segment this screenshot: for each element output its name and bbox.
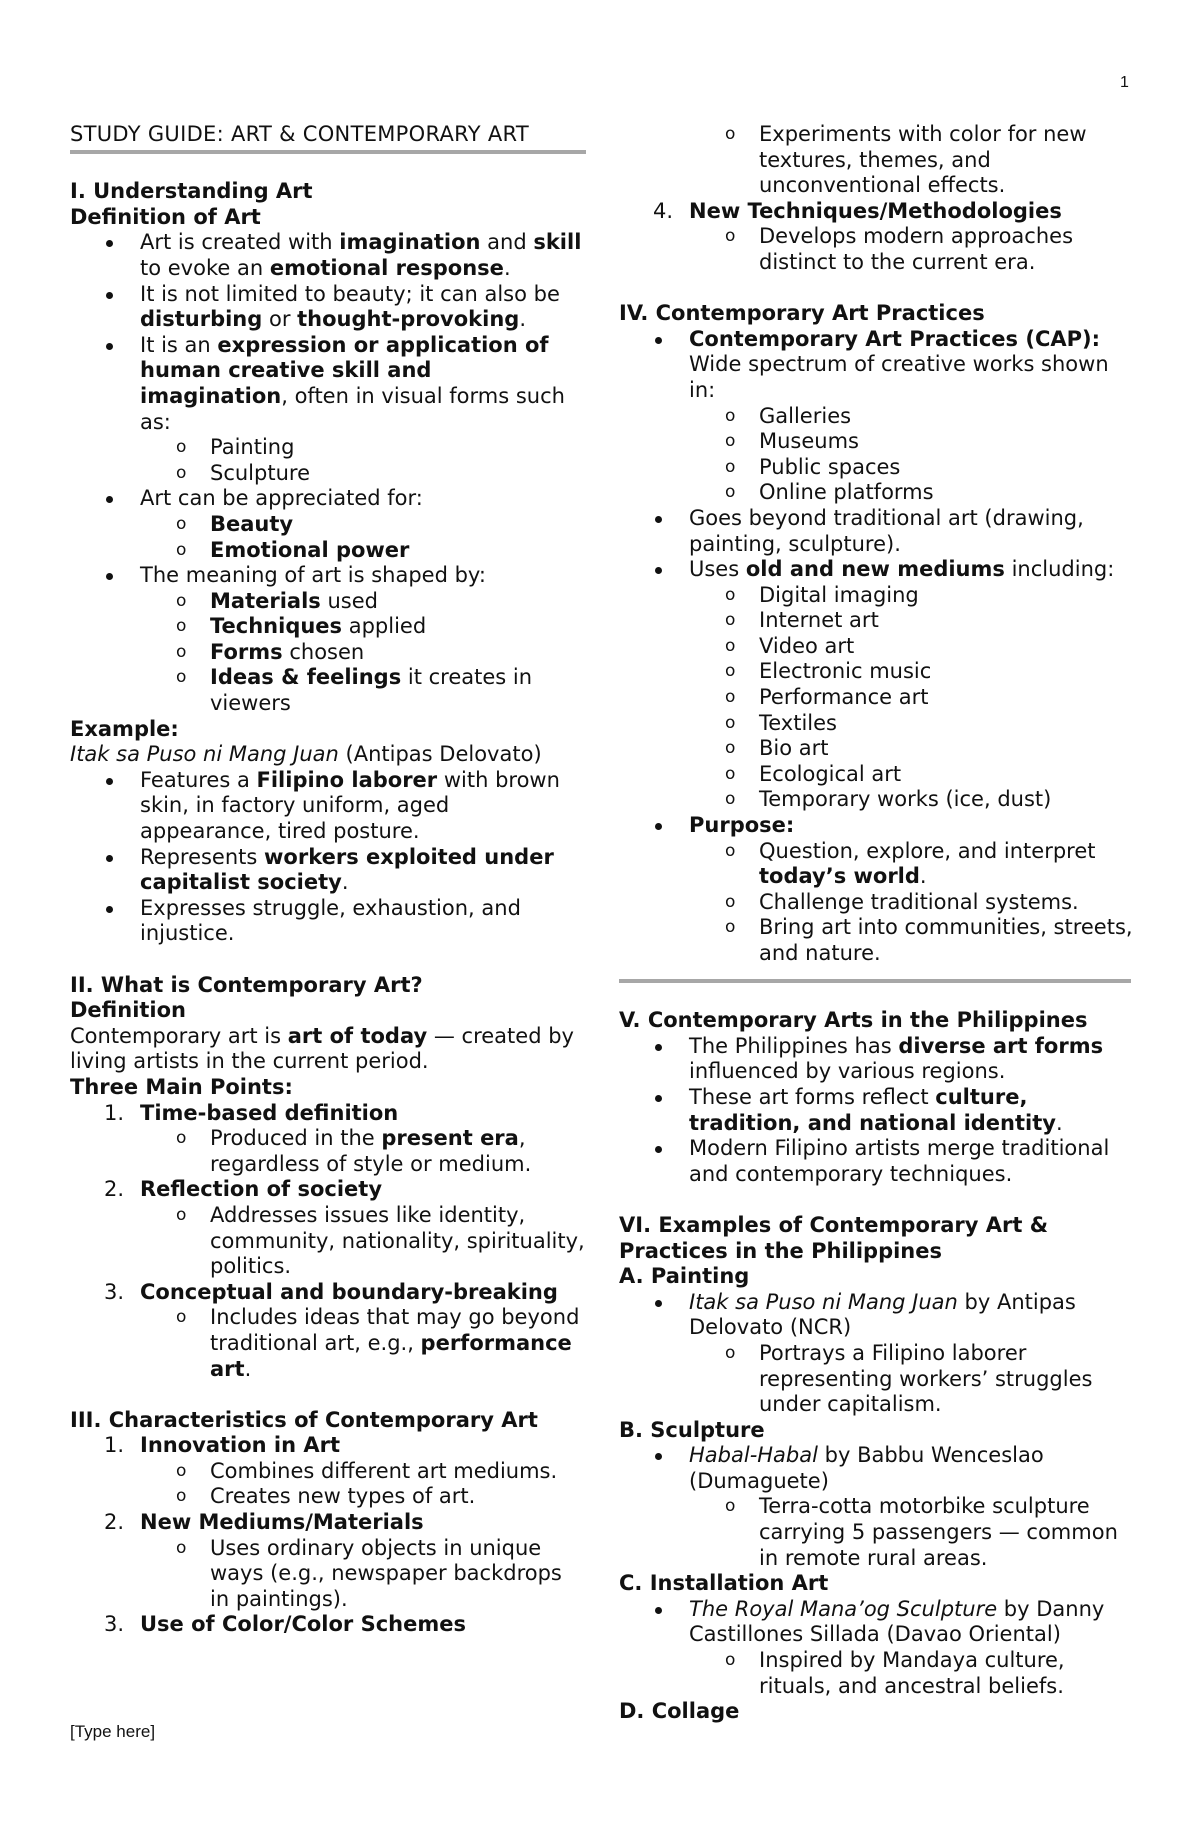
list-item: Uses old and new mediums including: o Digital imaging o Internet art o Video art o Electronic music o Performance art o Textiles o Bio art o Ecological art o Temporary works (ice, dust) <box>689 557 1135 813</box>
section-1-heading: I. Understanding Art <box>70 179 313 204</box>
numbered-item: 1. Innovation in Art o Combines different art mediums. o Creates new types of art. <box>140 1433 586 1510</box>
sub-list-item: o Experiments with color for new textures, themes, and unconventional effects. <box>725 122 1087 198</box>
sub-list-item: o Ideas & feelings it creates in viewers <box>176 665 533 716</box>
sub-list-item: o Video art <box>725 633 855 658</box>
list-item: It is an expression or application of human creative skill and imagination, often in visual forms such as: o Painting o Sculpture <box>140 333 586 487</box>
sub-list-item: o Emotional power <box>176 537 410 562</box>
three-main-points-label: Three Main Points: <box>70 1074 293 1099</box>
circle-bullet-icon: o <box>725 584 736 605</box>
sub-list-item: o Terra-cotta motorbike sculpture carrying 5 passengers — common in remote rural areas. <box>725 1494 1118 1570</box>
bullet-icon <box>106 573 113 580</box>
section-6-heading: VI. Examples of Contemporary Art & Practices in the Philippines <box>619 1212 1049 1263</box>
circle-bullet-icon: o <box>725 1496 736 1517</box>
list-item: Expresses struggle, exhaustion, and injustice. <box>140 896 586 947</box>
sub-list-item: o Performance art <box>725 685 929 710</box>
circle-bullet-icon: o <box>725 687 736 708</box>
circle-bullet-icon: o <box>176 1204 187 1225</box>
definition-list <box>70 230 586 716</box>
sub-list-item: o Uses ordinary objects in unique ways (e.g., newspaper backdrops in paintings). <box>176 1535 562 1611</box>
circle-bullet-icon: o <box>725 124 736 144</box>
sub-list-item: o Public spaces <box>725 454 901 479</box>
section-2-heading: II. What is Contemporary Art? <box>70 972 423 997</box>
bullet-icon <box>106 496 113 503</box>
list-item: Purpose: o Question, explore, and interpret today’s world. o Challenge traditional systems. o Bring art into communities, streets, and nature. <box>689 813 1135 967</box>
bullet-icon <box>655 516 662 523</box>
bullet-icon <box>106 906 113 913</box>
sub-list-item: o Painting <box>176 435 295 460</box>
bullet-icon <box>655 1146 662 1153</box>
circle-bullet-icon: o <box>725 405 736 426</box>
circle-bullet-icon: o <box>725 431 736 452</box>
section-5-heading: V. Contemporary Arts in the Philippines <box>619 1008 1088 1033</box>
list-item: Represents workers exploited under capitalist society. <box>140 845 586 896</box>
circle-bullet-icon: o <box>176 462 187 483</box>
sub-list-item: o Internet art <box>725 608 879 633</box>
circle-bullet-icon: o <box>176 513 187 534</box>
numbered-item: 1. Time-based definition o Produced in the present era, regardless of style or medium. <box>140 1101 586 1178</box>
painting-list <box>619 1290 1135 1418</box>
circle-bullet-icon: o <box>725 840 736 861</box>
sub-list-item: o Question, explore, and interpret today’s world. <box>725 838 1096 889</box>
list-item: Contemporary Art Practices (CAP): Wide spectrum of creative works shown in: o Galleries o Museums o Public spaces o Online platforms <box>689 327 1135 506</box>
sculpture-list <box>619 1443 1135 1571</box>
list-item: The meaning of art is shaped by: o Materials used o Techniques applied o Forms chosen o Ideas & feelings it creates in viewers <box>140 563 586 717</box>
sub-list-item: o Bring art into communities, streets, and nature. <box>725 915 1133 965</box>
sub-list-item: o Produced in the present era, regardless of style or medium. <box>176 1126 532 1176</box>
sub-list-item: o Electronic music <box>725 659 932 684</box>
sub-list-item: o Museums <box>725 429 859 454</box>
example-work: Itak sa Puso ni Mang Juan (Antipas Delovato) <box>70 742 542 767</box>
installation-list <box>619 1597 1135 1699</box>
philippines-list <box>619 1034 1135 1188</box>
numbered-item: 4. New Techniques/Methodologies o Develops modern approaches distinct to the current era. <box>689 199 1135 276</box>
circle-bullet-icon: o <box>725 1650 736 1671</box>
circle-bullet-icon: o <box>176 539 187 560</box>
bullet-icon <box>655 1095 662 1102</box>
circle-bullet-icon: o <box>176 1128 187 1149</box>
circle-bullet-icon: o <box>176 616 187 637</box>
circle-bullet-icon: o <box>725 763 736 784</box>
list-item: Art can be appreciated for: o Beauty o Emotional power <box>140 486 586 563</box>
circle-bullet-icon: o <box>725 226 736 247</box>
list-item: Art is created with imagination and skill to evoke an emotional response. <box>140 230 586 281</box>
circle-bullet-icon: o <box>176 437 187 458</box>
bullet-icon <box>106 855 113 862</box>
example-list <box>70 768 586 947</box>
numbered-item: 2. New Mediums/Materials o Uses ordinary objects in unique ways (e.g., newspaper backdrops in paintings). <box>140 1510 586 1612</box>
definition-subheading: Definition <box>70 998 187 1023</box>
sub-list-item: o Combines different art mediums. <box>176 1458 558 1483</box>
list-item: The Royal Mana’og Sculpture by Danny Castillones Sillada (Davao Oriental) o Inspired by Mandaya culture, rituals, and ancestral beliefs. <box>689 1597 1135 1699</box>
circle-bullet-icon: o <box>725 891 736 912</box>
painting-subheading: A. Painting <box>619 1264 750 1289</box>
sub-list-item: o Online platforms <box>725 480 934 505</box>
sub-list-item: o Develops modern approaches distinct to the current era. <box>725 224 1074 274</box>
installation-subheading: C. Installation Art <box>619 1571 829 1596</box>
sub-list-item: o Inspired by Mandaya culture, rituals, and ancestral beliefs. <box>725 1648 1065 1698</box>
list-item: Itak sa Puso ni Mang Juan by Antipas Delovato (NCR) o Portrays a Filipino laborer representing workers’ struggles under capitalism. <box>689 1290 1135 1418</box>
bullet-icon <box>106 778 113 785</box>
list-item: Goes beyond traditional art (drawing, painting, sculpture). <box>689 506 1135 557</box>
bullet-icon <box>106 240 113 247</box>
bullet-icon <box>655 567 662 574</box>
sub-list-item: o Addresses issues like identity, community, nationality, spirituality, politics. <box>176 1202 585 1279</box>
sub-list-item: o Beauty <box>176 511 294 536</box>
bullet-icon <box>106 343 113 350</box>
sub-list-item: o Digital imaging <box>725 582 919 607</box>
numbered-item: 3. Conceptual and boundary-breaking o Includes ideas that may go beyond traditional art, e.g., performance art. <box>140 1280 586 1382</box>
circle-bullet-icon: o <box>176 1307 187 1328</box>
right-column <box>619 122 1135 1725</box>
page-number: 1 <box>1120 74 1129 91</box>
left-column <box>70 122 586 1638</box>
circle-bullet-icon: o <box>725 482 736 503</box>
circle-bullet-icon: o <box>176 1537 187 1558</box>
sub-list-item: o Includes ideas that may go beyond traditional art, e.g., performance art. <box>176 1305 580 1381</box>
bullet-icon <box>655 1044 662 1051</box>
circle-bullet-icon: o <box>176 590 187 611</box>
circle-bullet-icon: o <box>725 610 736 631</box>
numbered-item: 2. Reflection of society o Addresses issues like identity, community, nationality, spirituality, politics. <box>104 1177 585 1279</box>
sculpture-subheading: B. Sculpture <box>619 1417 765 1442</box>
circle-bullet-icon: o <box>176 667 187 688</box>
definition-of-art-subheading: Definition of Art <box>70 204 261 229</box>
list-item: Features a Filipino laborer with brown skin, in factory uniform, aged appearance, tired posture. <box>140 768 586 845</box>
bullet-icon <box>655 1300 662 1307</box>
footer-placeholder: [Type here] <box>70 1722 156 1741</box>
sub-list-item: o Temporary works (ice, dust) <box>725 787 1052 812</box>
section-4-heading: IV. Contemporary Art Practices <box>619 301 985 326</box>
bullet-icon <box>655 1607 662 1614</box>
sub-list-item: o Textiles <box>725 710 838 735</box>
sub-list-item: o Galleries <box>725 403 852 428</box>
collage-subheading: D. Collage <box>619 1699 740 1724</box>
list-item: It is not limited to beauty; it can also be disturbing or thought-provoking. <box>140 282 586 333</box>
bullet-icon <box>655 823 662 830</box>
characteristics-list-continued <box>619 199 1135 276</box>
circle-bullet-icon: o <box>725 789 736 810</box>
circle-bullet-icon: o <box>725 712 736 733</box>
contemporary-definition: Contemporary art is art of today — created by living artists in the current period. <box>70 1023 574 1074</box>
page-title: STUDY GUIDE: ART & CONTEMPORARY ART <box>70 122 529 146</box>
circle-bullet-icon: o <box>725 635 736 656</box>
characteristics-list <box>70 1433 586 1638</box>
sub-list-item: o Bio art <box>725 736 829 761</box>
sub-list-item: o Portrays a Filipino laborer representing workers’ struggles under capitalism. <box>725 1340 1093 1417</box>
numbered-item: 3. Use of Color/Color Schemes <box>104 1612 466 1637</box>
sub-list-item: o Techniques applied <box>176 614 427 639</box>
practices-list <box>619 327 1135 967</box>
list-item: Modern Filipino artists merge traditional and contemporary techniques. <box>689 1136 1135 1187</box>
circle-bullet-icon: o <box>725 1342 736 1363</box>
section-3-heading: III. Characteristics of Contemporary Art <box>70 1407 538 1432</box>
list-item: These art forms reflect culture, tradition, and national identity. <box>689 1085 1135 1136</box>
circle-bullet-icon: o <box>176 641 187 662</box>
sub-list-item: o Forms chosen <box>176 639 365 664</box>
bullet-icon <box>655 337 662 344</box>
sub-list-item: o Creates new types of art. <box>176 1484 476 1509</box>
bullet-icon <box>106 292 113 299</box>
list-item: Habal-Habal by Babbu Wenceslao (Dumaguete) o Terra-cotta motorbike sculpture carrying 5 passengers — common in remote rural areas. <box>689 1443 1135 1571</box>
characteristics-continued <box>619 122 1135 199</box>
sub-list-item: o Challenge traditional systems. <box>725 889 1079 914</box>
sub-list-item: o Materials used <box>176 588 378 613</box>
sub-list-item: o Sculpture <box>176 460 310 485</box>
main-points-list <box>70 1101 586 1383</box>
circle-bullet-icon: o <box>725 661 736 682</box>
list-item: The Philippines has diverse art forms influenced by various regions. <box>689 1034 1135 1085</box>
circle-bullet-icon: o <box>176 1486 187 1507</box>
circle-bullet-icon: o <box>176 1460 187 1481</box>
circle-bullet-icon: o <box>725 917 736 938</box>
bullet-icon <box>655 1453 662 1460</box>
circle-bullet-icon: o <box>725 456 736 477</box>
circle-bullet-icon: o <box>725 738 736 759</box>
example-label: Example: <box>70 716 179 741</box>
sub-list-item: o Ecological art <box>725 761 902 786</box>
